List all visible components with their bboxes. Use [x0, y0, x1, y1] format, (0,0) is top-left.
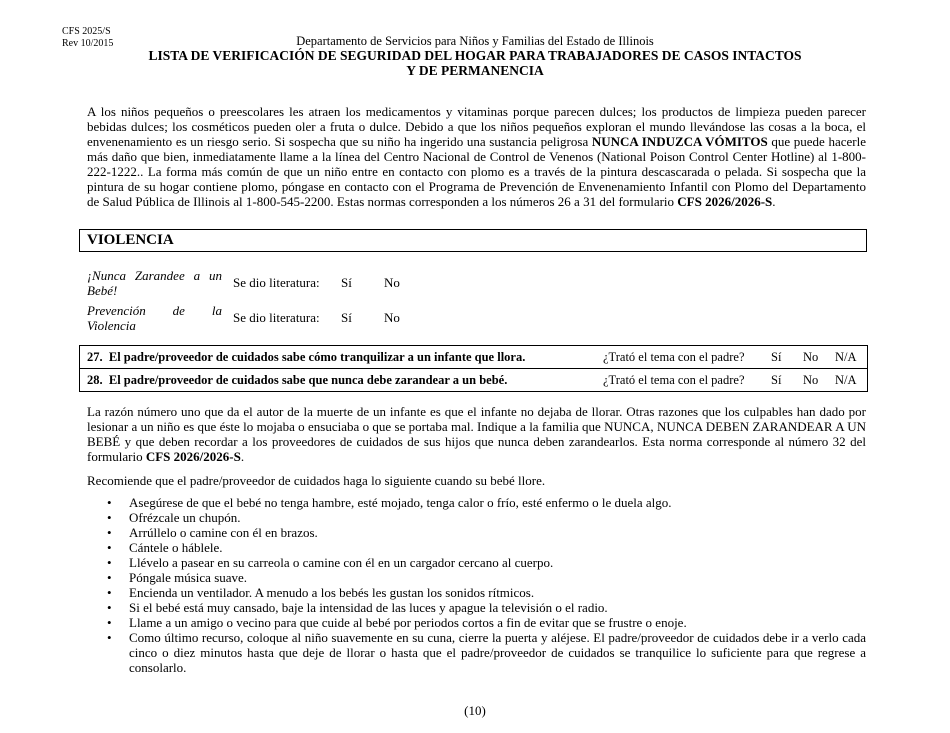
- list-item: • Encienda un ventilador. A menudo a los bebés les gustan los sonidos rítmicos.: [87, 585, 866, 600]
- shaking-paragraph: [87, 404, 866, 464]
- recommendation-list: [87, 495, 866, 675]
- question-text: El padre/proveedor de cuidados sabe que nunca debe zarandear a un bebé.: [108, 372, 508, 387]
- answer-na-option[interactable]: N/A: [835, 346, 868, 369]
- list-item: • Ofrézcale un chupón.: [87, 510, 866, 525]
- question-ask: ¿Trató el tema con el padre?: [603, 369, 771, 392]
- literature-label: Se dio literatura:: [233, 275, 320, 290]
- recommend-intro: Recomiende que el padre/proveedor de cuidados haga lo siguiente cuando su bebé llore.: [87, 473, 546, 488]
- list-item: • Si el bebé está muy cansado, baje la intensidad de las luces y apague la televisión o el radio.: [87, 600, 866, 615]
- shaking-form-ref: CFS 2026/2026-S: [145, 449, 241, 464]
- intro-warning: NUNCA INDUZCA VÓMITOS: [591, 134, 768, 149]
- shaking-text-2: .: [240, 449, 245, 464]
- form-revision: Rev 10/2015: [62, 38, 114, 49]
- list-item: • Cántele o háblele.: [87, 540, 866, 555]
- list-item: • Llévelo a pasear en su carreola o camine con él en un cargador cercano al cuerpo.: [87, 555, 866, 570]
- question-text-cell: [80, 346, 604, 369]
- page-title: [0, 48, 950, 78]
- shaking-text-1: La razón número uno que da el autor de la muerte de un infante es que el infante no dejaba de llorar. Otras razones que los culpables han dado por lesionar a un niño es que éste lo mojaba o ensuciaba o que se portaba mal. Indique a la familia que NUNCA, NUNCA DEBEN ZARANDEAR A UN BEBÉ y que deben recordar a los proveedores de cuidados de sus hijos que nunca deben zarandearlos. Esta norma corresponde al número 32 del formulario: [87, 404, 866, 464]
- list-item: • Llame a un amigo o vecino para que cuide al bebé por periodos cortos a fin de evitar que se frustre o enoje.: [87, 615, 866, 630]
- question-number: 28.: [87, 372, 103, 387]
- answer-na-option[interactable]: N/A: [835, 369, 868, 392]
- question-row-27: [80, 346, 868, 369]
- question-text: El padre/proveedor de cuidados sabe cómo tranquilizar a un infante que llora.: [108, 349, 526, 364]
- question-row-28: [80, 369, 868, 392]
- list-item: • Asegúrese de que el bebé no tenga hambre, esté mojado, tenga calor o frío, esté enfermo o le duela algo.: [87, 495, 866, 510]
- answer-no-option[interactable]: No: [803, 369, 835, 392]
- page-title-line2: Y DE PERMANENCIA: [406, 63, 544, 78]
- question-number: 27.: [87, 349, 103, 364]
- question-text-cell: [80, 369, 604, 392]
- list-item: • Como último recurso, coloque al niño suavemente en su cuna, cierre la puerta y aléjese. El padre/proveedor de cuidados debe ir a verlo cada cinco o diez minutos hasta que deje de llorar o hasta que el padre/proveedor de cuidados se tranquilice lo suficiente para que regrese a consolarlo.: [87, 630, 866, 675]
- intro-text-1: A los niños pequeños o preescolares les atraen los medicamentos y vitaminas porque parecen dulces; los productos de limpieza pueden parecer bebidas dulces; los cosméticos pueden oler a fruta o dulce. Debido a que los niños pequeños exploran el mundo llevándose las cosas a la boca, el envenenamiento es un riesgo serio. Si sospecha que su niño ha ingerido una sustancia peligrosa: [87, 104, 866, 149]
- answer-no-option[interactable]: No: [803, 346, 835, 369]
- literature-no-option[interactable]: No: [384, 275, 400, 290]
- literature-yes-option[interactable]: Sí: [341, 310, 352, 325]
- intro-text-3: .: [772, 194, 776, 209]
- list-item: • Arrúllelo o camine con él en brazos.: [87, 525, 866, 540]
- intro-paragraph: [87, 104, 866, 209]
- department-name: Departamento de Servicios para Niños y Familias del Estado de Illinois: [296, 34, 654, 48]
- intro-text-2: que puede hacerle más daño que bien, inmediatamente llame a la línea del Centro Nacional de Control de Venenos (National Poison Control Center Hotline) al 1-800-222-1222.. La forma más común de que un niño entre en contacto con plomo es a través de la pintura descascarada o pelada. Si sospecha que la pintura de su hogar contiene plomo, póngase en contacto con el Programa de Prevención de Envenenamiento Infantil con Plomo del Departamento de Salud Pública de Illinois al 1-800-545-2200. Estas normas corresponden a los números 26 a 31 del formulario: [87, 134, 866, 209]
- answer-yes-option[interactable]: Sí: [771, 369, 803, 392]
- question-ask: ¿Trató el tema con el padre?: [603, 346, 771, 369]
- list-item: • Póngale música suave.: [87, 570, 866, 585]
- literature-name: Prevención de la Violencia: [87, 303, 222, 333]
- intro-form-ref: CFS 2026/2026-S: [677, 194, 773, 209]
- literature-name: ¡Nunca Zarandee a un Bebé!: [87, 268, 222, 298]
- questions-table: [79, 345, 868, 392]
- page-title-line1: LISTA DE VERIFICACIÓN DE SEGURIDAD DEL HOGAR PARA TRABAJADORES DE CASOS INTACTOS: [148, 48, 802, 63]
- literature-no-option[interactable]: No: [384, 310, 400, 325]
- literature-row: [87, 268, 487, 302]
- literature-row: [87, 303, 487, 337]
- page-number: (10): [464, 703, 486, 718]
- literature-yes-option[interactable]: Sí: [341, 275, 352, 290]
- answer-yes-option[interactable]: Sí: [771, 346, 803, 369]
- section-heading: VIOLENCIA: [79, 229, 867, 252]
- form-number: CFS 2025/S: [62, 26, 111, 37]
- literature-label: Se dio literatura:: [233, 310, 320, 325]
